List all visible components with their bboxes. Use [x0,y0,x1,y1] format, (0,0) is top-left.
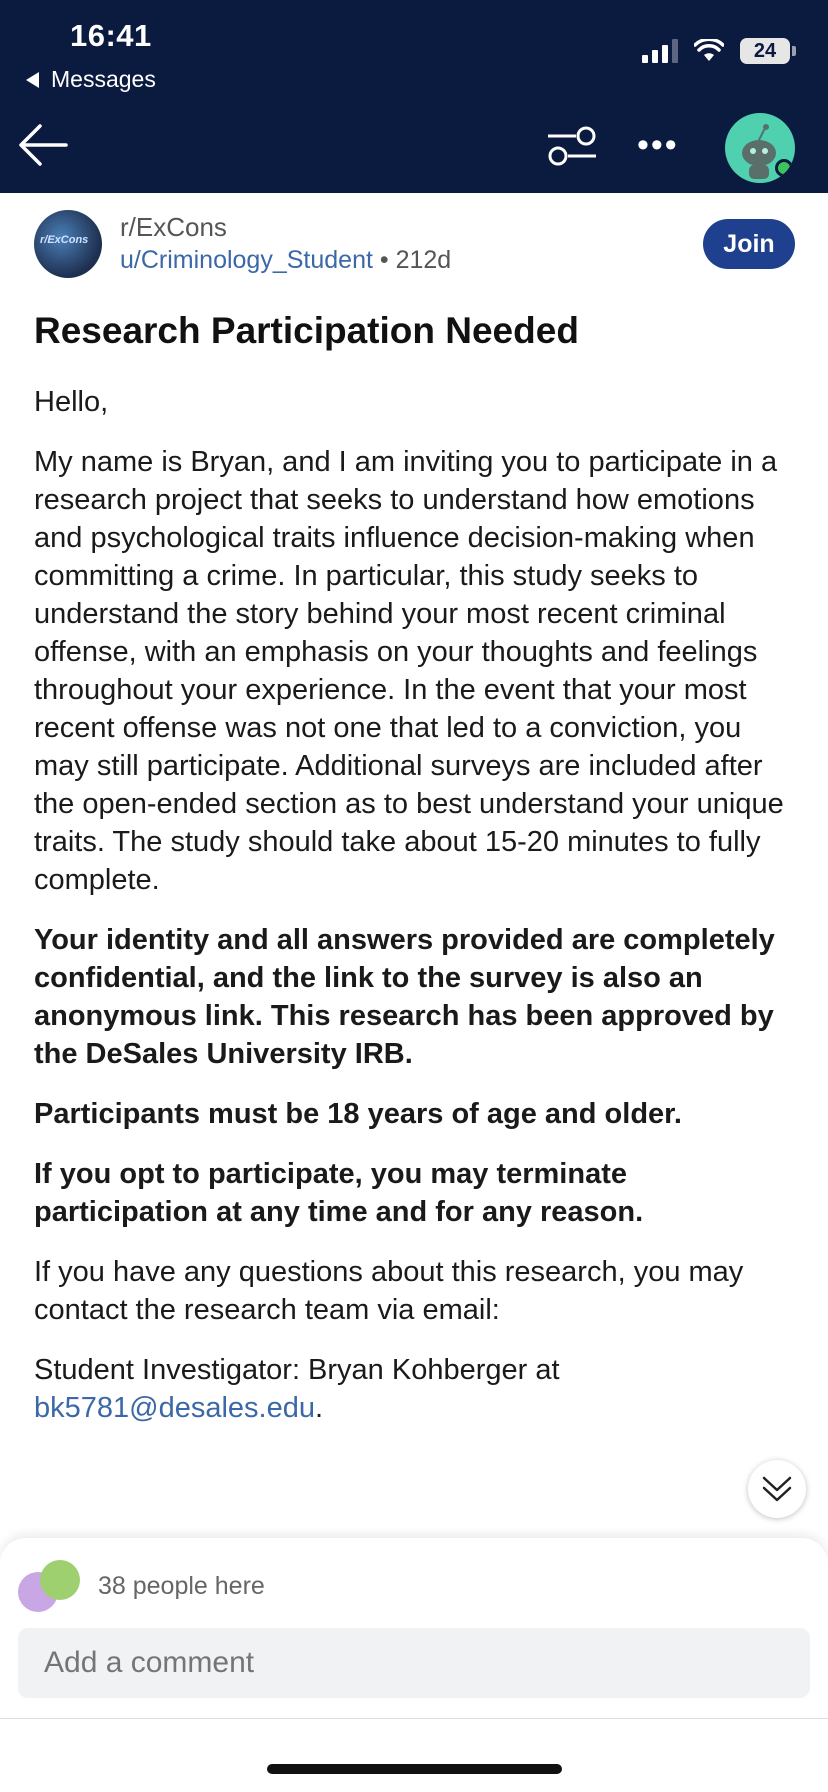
top-bar [0,0,828,193]
status-time: 16:41 [70,18,152,53]
post-title: Research Participation Needed [34,310,579,351]
home-indicator[interactable] [267,1764,562,1774]
body-paragraph-questions: If you have any questions about this research, you may contact the research team via email: [34,1256,744,1326]
battery-icon: 24 [740,38,790,64]
join-button[interactable]: Join [703,219,795,269]
subreddit-icon[interactable] [34,210,102,278]
double-chevron-down-icon [760,1472,794,1506]
body-paragraph-intro: My name is Bryan, and I am inviting you to participate in a research project that seeks to understand how emotions and psychological traits influence decision-making when committing a crime. In particular, this study seeks to understand the story behind your most recent criminal offense, with an emphasis on your thoughts and feelings throughout your experience. In the event that your most recent offense was not one that led to a conviction, you may still participate. Additional surveys are included after the open-ended section as to best understand your unique traits. The study should take about 15-20 minutes to fully complete. [34,446,784,896]
body-paragraph-investigator [34,1351,794,1427]
body-greeting: Hello, [34,386,109,418]
body-paragraph-confidentiality: Your identity and all answers provided are completely confidential, and the link to the survey is also an anonymous link. This research has been approved by the DeSales University IRB. [34,924,775,1070]
author-line [120,246,451,275]
back-app-label: Messages [51,66,156,92]
body-paragraph-age: Participants must be 18 years of age and older. [34,1098,682,1130]
status-icons [642,38,790,64]
subreddit-icon-text: r/ExCons [40,234,89,246]
cellular-signal-icon [642,39,678,63]
presence-count: 38 people here [98,1571,265,1600]
presence-indicator [18,1558,265,1614]
more-options-icon[interactable]: ••• [637,126,679,164]
divider [0,1718,828,1719]
body-paragraph-terminate: If you opt to participate, you may terminate participation at any time and for any reason. [34,1158,644,1228]
back-to-messages[interactable] [26,66,156,93]
filter-icon[interactable] [546,124,598,168]
comment-input[interactable] [18,1628,810,1698]
author-link[interactable]: u/Criminology_Student [120,246,373,274]
wifi-icon [694,39,724,63]
user-avatar[interactable] [725,113,795,183]
back-arrow-icon[interactable] [16,118,70,172]
meta-separator: • [379,246,389,274]
investigator-email-link[interactable]: bk5781@desales.edu [34,1392,315,1424]
investigator-label: Student Investigator: Bryan Kohberger at [34,1354,560,1386]
presence-avatar-2 [40,1560,80,1600]
back-triangle-icon [26,72,39,88]
post-age: 212d [395,246,452,274]
investigator-period: . [314,1392,324,1424]
subreddit-name[interactable]: r/ExCons [120,212,227,242]
online-status-dot [775,159,793,177]
post-body [34,383,794,1449]
comment-panel [0,1538,828,1792]
scroll-down-button[interactable] [748,1460,806,1518]
